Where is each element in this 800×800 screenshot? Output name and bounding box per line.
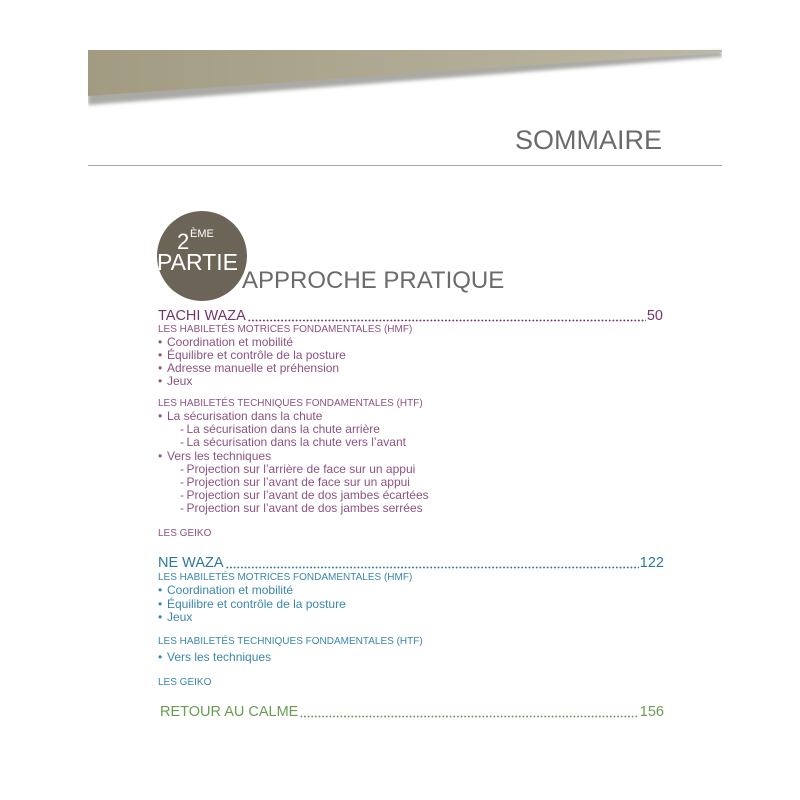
toc-group-heading: LES HABILETÉS MOTRICES FONDAMENTALES (HMF) <box>158 323 413 335</box>
bullet-marker: • <box>158 373 163 388</box>
dash-marker: - <box>180 434 184 449</box>
bullet-marker: • <box>158 408 163 423</box>
toc-entry <box>158 555 664 571</box>
toc-subitem-text: Projection sur l’arrière de face sur un appui <box>186 461 416 476</box>
bullet-marker: • <box>158 649 163 664</box>
toc-entry-title: NE WAZA <box>158 555 224 571</box>
toc-entry-title: TACHI WAZA <box>158 308 246 324</box>
toc-entry <box>160 704 664 720</box>
toc-item-text: Jeux <box>167 609 193 624</box>
toc-group-heading: LES HABILETÉS TECHNIQUES FONDAMENTALES (HTF) <box>158 635 423 647</box>
bullet-marker: • <box>158 360 163 375</box>
toc-subitem-text: Projection sur l’avant de face sur un appui <box>186 474 410 489</box>
toc-entry-page-number: 156 <box>639 704 664 720</box>
header-banner <box>0 0 800 120</box>
dash-marker: - <box>180 487 184 502</box>
dash-marker: - <box>180 421 184 436</box>
dash-marker: - <box>180 474 184 489</box>
part-title: APPROCHE PRATIQUE <box>242 266 505 294</box>
toc-leader-dots <box>299 704 638 720</box>
toc-item-text: Jeux <box>167 373 193 388</box>
toc-item-text: Équilibre et contrôle de la posture <box>167 596 346 611</box>
toc-item-text: Vers les techniques <box>167 649 272 664</box>
toc-entry-title: RETOUR AU CALME <box>160 704 299 720</box>
toc-item <box>158 611 192 624</box>
bullet-marker: • <box>158 334 163 349</box>
toc-entry-page-number: 50 <box>646 308 663 324</box>
dash-marker: - <box>180 500 184 515</box>
toc-group-heading: LES HABILETÉS TECHNIQUES FONDAMENTALES (HTF) <box>158 397 423 409</box>
bullet-marker: • <box>158 596 163 611</box>
toc-item <box>158 584 293 597</box>
part-ordinal-suffix: ÈME <box>190 227 214 240</box>
bullet-marker: • <box>158 582 163 597</box>
bullet-marker: • <box>158 448 163 463</box>
toc-item-text: La sécurisation dans la chute <box>167 408 323 423</box>
toc-item <box>158 375 192 388</box>
page-title: SOMMAIRE <box>514 125 662 155</box>
toc-subitem-text: La sécurisation dans la chute arrière <box>186 421 380 436</box>
toc-subitem-text: Projection sur l’avant de dos jambes serrées <box>186 500 423 515</box>
toc-group-heading: LES GEIKO <box>158 676 212 688</box>
toc-item-text: Coordination et mobilité <box>167 334 294 349</box>
bullet-marker: • <box>158 347 163 362</box>
toc-item <box>158 651 271 664</box>
toc-item-text: Coordination et mobilité <box>167 582 294 597</box>
toc-subitem <box>180 502 423 515</box>
toc-item-text: Adresse manuelle et préhension <box>167 360 340 375</box>
toc-group-heading: LES HABILETÉS MOTRICES FONDAMENTALES (HMF) <box>158 571 413 583</box>
toc-group-heading: LES GEIKO <box>158 527 212 539</box>
dash-marker: - <box>180 461 184 476</box>
banner-band <box>88 50 722 96</box>
bullet-marker: • <box>158 609 163 624</box>
toc-subitem-text: Projection sur l’avant de dos jambes écartées <box>186 487 429 502</box>
toc-item-text: Équilibre et contrôle de la posture <box>167 347 346 362</box>
toc-entry-page-number: 122 <box>639 555 664 571</box>
part-number: 2 <box>177 229 190 255</box>
toc-subitem-text: La sécurisation dans la chute vers l’avant <box>186 434 406 449</box>
toc-item-text: Vers les techniques <box>167 448 272 463</box>
toc-subitem <box>180 436 406 449</box>
title-divider <box>88 165 722 166</box>
toc-leader-dots <box>225 555 639 571</box>
part-label: PARTIE <box>157 248 238 275</box>
